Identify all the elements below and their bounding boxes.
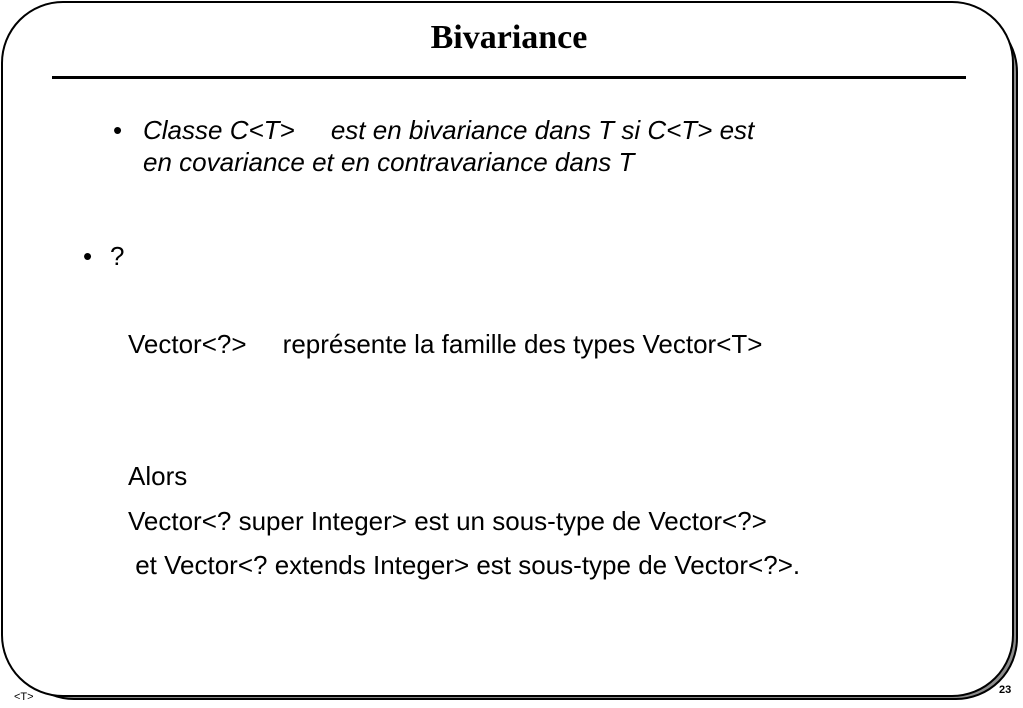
bullet-text: ?	[110, 241, 125, 271]
body-line-extends: et Vector<? extends Integer> est sous-type de Vector<?>.	[128, 550, 801, 580]
body-line-super: Vector<? super Integer> est un sous-type de Vector<?>	[128, 506, 767, 536]
title-underline	[52, 76, 966, 79]
sub-bullet-marker: •	[113, 115, 123, 145]
footer-label: <T>	[14, 691, 34, 703]
slide-title: Bivariance	[430, 19, 588, 56]
body-line-vector-family: Vector<?> représente la famille des types Vector<T>	[128, 329, 763, 359]
bullet-marker: •	[83, 241, 93, 271]
sub-bullet-line-2: en covariance et en contravariance dans T	[143, 147, 635, 177]
sub-bullet-line-1: Classe C<T> est en bivariance dans T si C<T> est	[143, 115, 755, 145]
page-number: 23	[999, 684, 1012, 696]
body-line-alors: Alors	[128, 461, 188, 491]
